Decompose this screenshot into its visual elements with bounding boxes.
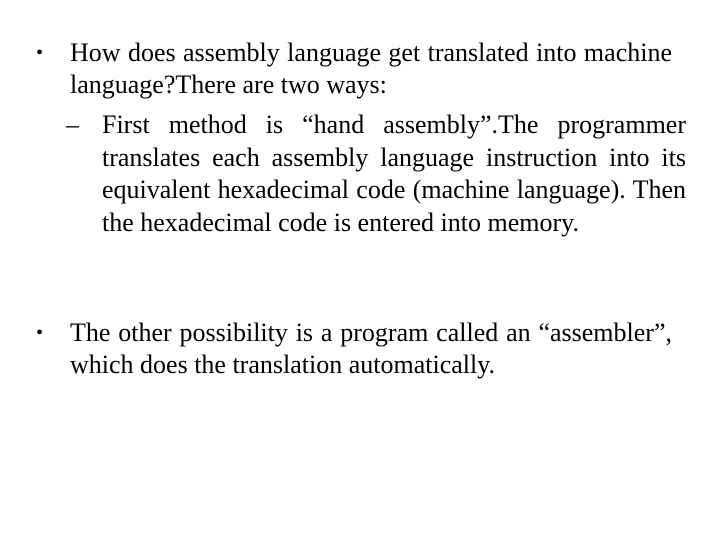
bullet-dot-icon: • bbox=[36, 42, 44, 64]
sub-bullet-text: First method is “hand assembly”.The programmer translates each assembly language instruction into its equivalent hexadecimal code (machine language). Then the hexadecimal code is entered into memory. bbox=[102, 110, 686, 237]
sub-bullet-item bbox=[66, 109, 686, 239]
bullet-text: The other possibility is a program called an “assembler”, which does the translation automatically. bbox=[70, 318, 672, 379]
bullet-dot-icon: • bbox=[36, 322, 44, 344]
bullet-item bbox=[36, 37, 672, 101]
bullet-item bbox=[36, 317, 672, 381]
bullet-text: How does assembly language get translated into machine language?There are two ways: bbox=[70, 38, 672, 99]
dash-icon: – bbox=[66, 110, 79, 139]
